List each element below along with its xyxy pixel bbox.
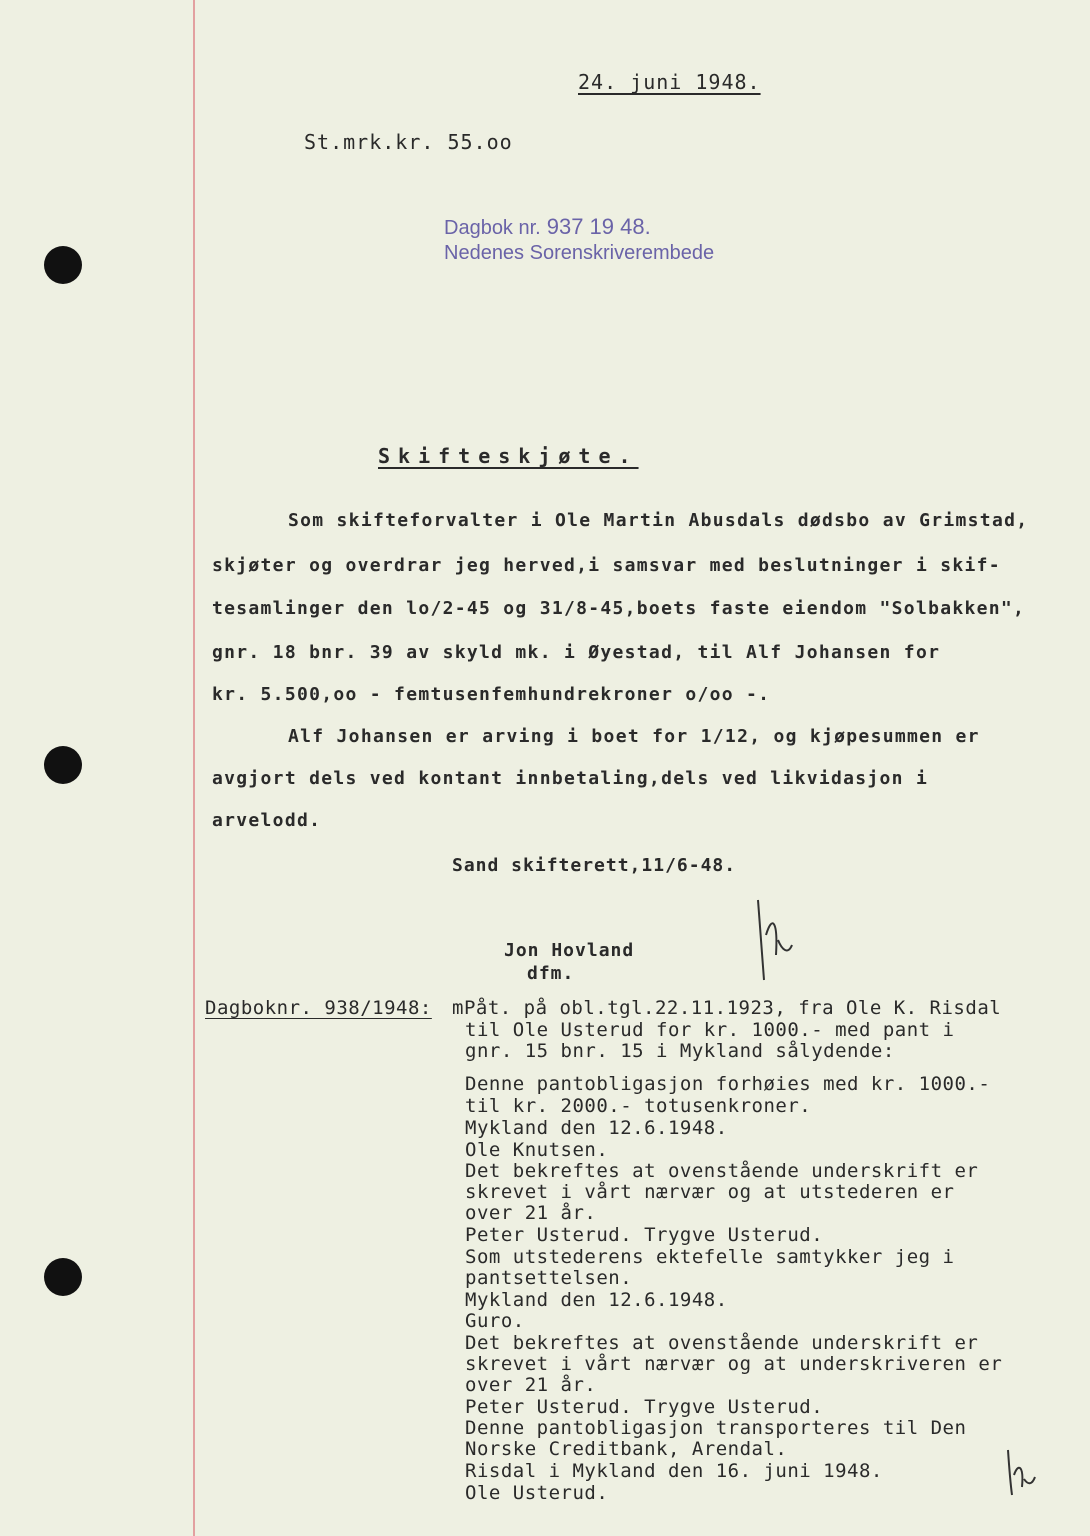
dagbok-value: 937 19 48. xyxy=(546,214,651,239)
deed-title: Skifteskjøte. xyxy=(378,444,639,468)
punch-hole xyxy=(44,746,82,784)
deed-signer-title: dfm. xyxy=(527,963,575,984)
deed-signer-name: Jon Hovland xyxy=(504,940,635,961)
initials-signature xyxy=(1000,1445,1040,1500)
deed-line: Alf Johansen er arving i boet for 1/12, og kjøpesummen er xyxy=(288,726,980,747)
entry-line: skrevet i vårt nærvær og at underskriveren er xyxy=(465,1353,1003,1375)
deed-line: arvelodd. xyxy=(212,810,322,831)
entry-line: Mykland den 12.6.1948. xyxy=(465,1289,728,1311)
dagbok-stamp xyxy=(444,214,651,240)
deed-line: Som skifteforvalter i Ole Martin Abusdals dødsbo av Grimstad, xyxy=(288,510,1029,531)
entry-line: gnr. 15 bnr. 15 i Mykland sålydende: xyxy=(465,1040,895,1062)
deed-line: tesamlinger den lo/2-45 og 31/8-45,boets faste eiendom "Solbakken", xyxy=(212,598,1026,619)
deed-line: kr. 5.500,oo - femtusenfemhundrekroner o/oo -. xyxy=(212,684,771,705)
entry-line: pantsettelsen. xyxy=(465,1267,633,1289)
entry-line: over 21 år. xyxy=(465,1202,597,1224)
entry-line: mPåt. på obl.tgl.22.11.1923, fra Ole K. Risdal xyxy=(452,997,1002,1019)
margin-line xyxy=(193,0,195,1536)
entry-line: til kr. 2000.- totusenkroner. xyxy=(465,1095,812,1117)
initials-signature xyxy=(748,895,798,985)
deed-line: gnr. 18 bnr. 39 av skyld mk. i Øyestad, til Alf Johansen for xyxy=(212,642,941,663)
entry-line: Risdal i Mykland den 16. juni 1948. xyxy=(465,1460,883,1482)
office-stamp: Nedenes Sorenskriverembede xyxy=(444,242,715,264)
entry-line: Denne pantobligasjon forhøies med kr. 1000.- xyxy=(465,1073,991,1095)
entry-label: Dagboknr. 938/1948: xyxy=(205,997,432,1019)
entry-line: Norske Creditbank, Arendal. xyxy=(465,1438,788,1460)
entry-line: over 21 år. xyxy=(465,1374,597,1396)
entry-line: Guro. xyxy=(465,1310,525,1332)
entry-line: Peter Usterud. Trygve Usterud. xyxy=(465,1224,824,1246)
entry-line: skrevet i vårt nærvær og at utstederen er xyxy=(465,1181,955,1203)
entry-line: til Ole Usterud for kr. 1000.- med pant i xyxy=(465,1019,955,1041)
entry-line: Peter Usterud. Trygve Usterud. xyxy=(465,1396,824,1418)
punch-hole xyxy=(44,246,82,284)
deed-line: avgjort dels ved kontant innbetaling,dels ved likvidasjon i xyxy=(212,768,929,789)
entry-line: Mykland den 12.6.1948. xyxy=(465,1117,728,1139)
entry-line: Ole Knutsen. xyxy=(465,1139,609,1161)
entry-line: Ole Usterud. xyxy=(465,1482,609,1504)
document-date: 24. juni 1948. xyxy=(578,70,761,94)
deed-place-date: Sand skifterett,11/6-48. xyxy=(452,855,737,876)
dagbok-label: Dagbok nr. xyxy=(444,217,541,239)
entry-line: Det bekreftes at ovenstående underskrift er xyxy=(465,1160,979,1182)
deed-line: skjøter og overdrar jeg herved,i samsvar med beslutninger i skif- xyxy=(212,555,1001,576)
entry-line: Det bekreftes at ovenstående underskrift er xyxy=(465,1332,979,1354)
entry-line: Denne pantobligasjon transporteres til Den xyxy=(465,1417,967,1439)
punch-hole xyxy=(44,1258,82,1296)
stamp-fee: St.mrk.kr. 55.oo xyxy=(304,130,513,154)
entry-line: Som utstederens ektefelle samtykker jeg i xyxy=(465,1246,955,1268)
